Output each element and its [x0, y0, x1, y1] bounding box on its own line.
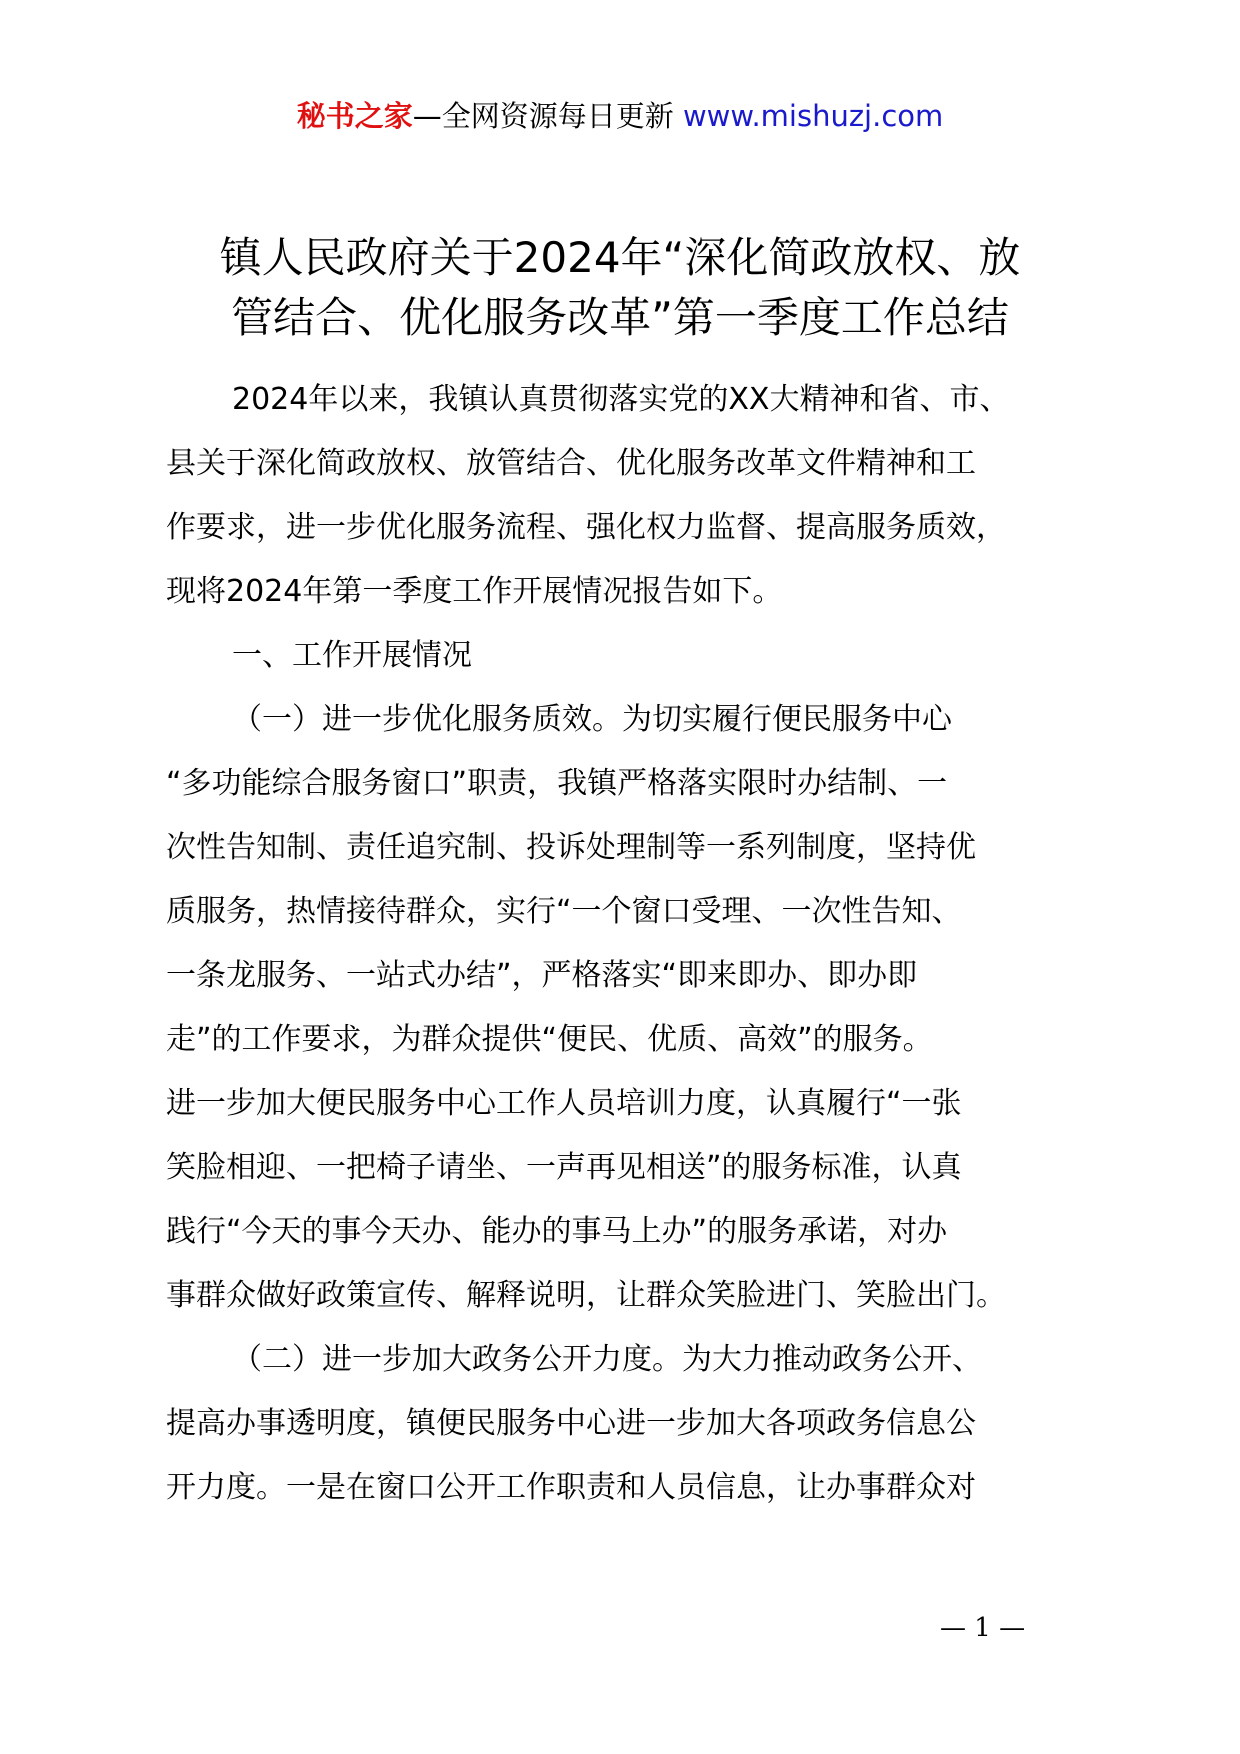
site-brand: 秘书之家: [296, 99, 413, 133]
body-line: 走”的工作要求，为群众提供“便民、优质、高效”的服务。: [166, 1022, 933, 1057]
document-title: [150, 228, 1090, 348]
site-header: [0, 96, 1240, 136]
body-line: 一条龙服务、一站式办结”，严格落实“即来即办、即办即: [166, 958, 918, 993]
body-line: 开力度。一是在窗口公开工作职责和人员信息，让办事群众对: [166, 1470, 976, 1505]
body-line: 现将2024年第一季度工作开展情况报告如下。: [166, 574, 783, 609]
body-line: 践行“今天的事今天办、能办的事马上办”的服务承诺，对办: [166, 1214, 948, 1249]
document-body: [166, 368, 1106, 1520]
body-line: 作要求，进一步优化服务流程、强化权力监督、提高服务质效，: [166, 510, 1006, 545]
body-line: 次性告知制、责任追究制、投诉处理制等一系列制度，坚持优: [166, 830, 976, 865]
body-line: 事群众做好政策宣传、解释说明，让群众笑脸进门、笑脸出门。: [166, 1278, 1006, 1313]
body-line: 2024年以来，我镇认真贯彻落实党的XX大精神和省、市、: [232, 382, 1010, 417]
body-line: （一）进一步优化服务质效。为切实履行便民服务中心: [232, 702, 952, 737]
site-url-link[interactable]: www.mishuzj.com: [682, 99, 944, 133]
section-heading: 一、工作开展情况: [232, 638, 472, 673]
body-line: （二）进一步加大政务公开力度。为大力推动政务公开、: [232, 1342, 982, 1377]
body-line: 进一步加大便民服务中心工作人员培训力度，认真履行“一张: [166, 1086, 962, 1121]
body-line: 质服务，热情接待群众，实行“一个窗口受理、一次性告知、: [166, 894, 962, 929]
site-tagline: —全网资源每日更新: [412, 99, 683, 133]
document-title-line-1: 镇人民政府关于2024年“深化简政放权、放: [219, 233, 1021, 282]
document-title-line-2: 管结合、优化服务改革”第一季度工作总结: [231, 293, 1009, 342]
body-line: 笑脸相迎、一把椅子请坐、一声再见相送”的服务标准，认真: [166, 1150, 962, 1185]
body-line: 县关于深化简政放权、放管结合、优化服务改革文件精神和工: [166, 446, 976, 481]
body-line: “多功能综合服务窗口”职责，我镇严格落实限时办结制、一: [166, 766, 948, 801]
page-number: — 1 —: [940, 1613, 1026, 1643]
body-line: 提高办事透明度，镇便民服务中心进一步加大各项政务信息公: [166, 1406, 976, 1441]
